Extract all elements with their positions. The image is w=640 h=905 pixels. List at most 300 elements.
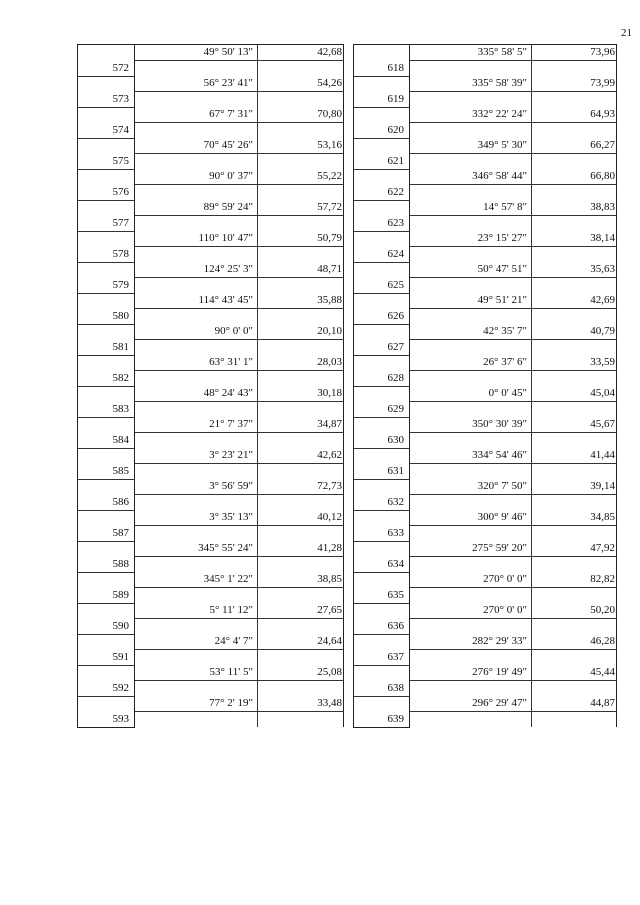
angle-cell: 350° 30' 39" bbox=[410, 417, 532, 433]
angle-cell bbox=[135, 619, 258, 635]
segment-row bbox=[354, 45, 617, 61]
point-number-cell bbox=[354, 262, 410, 278]
distance-cell bbox=[258, 154, 344, 170]
distance-cell: 53,16 bbox=[258, 138, 344, 154]
angle-cell: 21° 7' 37" bbox=[135, 417, 258, 433]
distance-cell bbox=[258, 371, 344, 387]
angle-cell: 124° 25' 3" bbox=[135, 262, 258, 278]
angle-cell bbox=[135, 185, 258, 201]
point-row bbox=[78, 712, 344, 728]
segment-row bbox=[78, 572, 344, 588]
point-number-cell bbox=[354, 45, 410, 61]
distance-cell bbox=[532, 340, 617, 356]
distance-cell bbox=[532, 433, 617, 449]
segment-row bbox=[78, 293, 344, 309]
segment-row bbox=[354, 262, 617, 278]
distance-cell bbox=[258, 123, 344, 139]
segment-row bbox=[78, 417, 344, 433]
angle-cell: 53° 11' 5" bbox=[135, 665, 258, 681]
angle-cell: 56° 23' 41" bbox=[135, 76, 258, 92]
point-row bbox=[78, 464, 344, 480]
angle-cell bbox=[135, 371, 258, 387]
angle-cell: 77° 2' 19" bbox=[135, 696, 258, 712]
point-row bbox=[78, 371, 344, 387]
distance-cell bbox=[258, 433, 344, 449]
point-number-cell: 578 bbox=[78, 247, 135, 263]
angle-cell: 276° 19' 49" bbox=[410, 665, 532, 681]
point-number-cell: 629 bbox=[354, 402, 410, 418]
distance-cell: 73,99 bbox=[532, 76, 617, 92]
point-number-cell: 579 bbox=[78, 278, 135, 294]
segment-row bbox=[354, 76, 617, 92]
point-number-cell bbox=[78, 386, 135, 402]
point-number-cell: 581 bbox=[78, 340, 135, 356]
angle-cell bbox=[410, 278, 532, 294]
distance-cell: 35,88 bbox=[258, 293, 344, 309]
segment-row bbox=[78, 541, 344, 557]
angle-cell bbox=[410, 154, 532, 170]
distance-cell bbox=[258, 402, 344, 418]
point-number-cell: 591 bbox=[78, 650, 135, 666]
point-number-cell bbox=[354, 324, 410, 340]
angle-cell bbox=[410, 464, 532, 480]
angle-cell: 335° 58' 39" bbox=[410, 76, 532, 92]
distance-cell: 28,03 bbox=[258, 355, 344, 371]
distance-cell: 41,28 bbox=[258, 541, 344, 557]
distance-cell: 39,14 bbox=[532, 479, 617, 495]
angle-cell bbox=[410, 712, 532, 728]
angle-cell bbox=[135, 123, 258, 139]
segment-row bbox=[78, 200, 344, 216]
angle-cell: 90° 0' 37" bbox=[135, 169, 258, 185]
point-number-cell bbox=[78, 324, 135, 340]
point-row bbox=[78, 557, 344, 573]
point-number-cell bbox=[78, 603, 135, 619]
distance-cell: 41,44 bbox=[532, 448, 617, 464]
angle-cell bbox=[135, 340, 258, 356]
distance-cell bbox=[532, 371, 617, 387]
segment-row bbox=[354, 448, 617, 464]
angle-cell bbox=[135, 247, 258, 263]
point-number-cell bbox=[354, 107, 410, 123]
segment-row bbox=[354, 603, 617, 619]
angle-cell bbox=[135, 495, 258, 511]
distance-cell bbox=[258, 216, 344, 232]
angle-cell bbox=[410, 92, 532, 108]
angle-cell: 110° 10' 47" bbox=[135, 231, 258, 247]
distance-cell bbox=[532, 650, 617, 666]
point-number-cell bbox=[354, 200, 410, 216]
angle-cell: 3° 23' 21" bbox=[135, 448, 258, 464]
point-number-cell bbox=[78, 665, 135, 681]
distance-cell bbox=[258, 464, 344, 480]
point-row bbox=[354, 92, 617, 108]
angle-cell: 42° 35' 7" bbox=[410, 324, 532, 340]
point-number-cell bbox=[78, 138, 135, 154]
point-row bbox=[78, 619, 344, 635]
point-number-cell bbox=[78, 572, 135, 588]
point-row bbox=[354, 526, 617, 542]
point-number-cell: 574 bbox=[78, 123, 135, 139]
point-row bbox=[78, 402, 344, 418]
point-number-cell: 633 bbox=[354, 526, 410, 542]
point-number-cell: 625 bbox=[354, 278, 410, 294]
point-number-cell: 624 bbox=[354, 247, 410, 263]
distance-cell bbox=[532, 278, 617, 294]
angle-cell bbox=[410, 402, 532, 418]
distance-cell bbox=[532, 619, 617, 635]
angle-cell: 270° 0' 0" bbox=[410, 603, 532, 619]
angle-cell: 270° 0' 0" bbox=[410, 572, 532, 588]
point-row bbox=[78, 61, 344, 77]
distance-cell: 73,96 bbox=[532, 45, 617, 61]
angle-cell bbox=[410, 309, 532, 325]
point-row bbox=[354, 247, 617, 263]
distance-cell bbox=[532, 123, 617, 139]
point-row bbox=[354, 619, 617, 635]
segment-row bbox=[354, 417, 617, 433]
distance-cell: 25,08 bbox=[258, 665, 344, 681]
angle-cell bbox=[135, 278, 258, 294]
point-row bbox=[354, 340, 617, 356]
segment-row bbox=[354, 169, 617, 185]
point-row bbox=[354, 557, 617, 573]
distance-cell bbox=[258, 681, 344, 697]
point-row bbox=[354, 278, 617, 294]
segment-row bbox=[78, 665, 344, 681]
point-number-cell: 589 bbox=[78, 588, 135, 604]
distance-cell: 27,65 bbox=[258, 603, 344, 619]
angle-cell bbox=[410, 123, 532, 139]
point-number-cell: 621 bbox=[354, 154, 410, 170]
distance-cell: 40,79 bbox=[532, 324, 617, 340]
distance-cell: 35,63 bbox=[532, 262, 617, 278]
angle-cell bbox=[410, 650, 532, 666]
point-number-cell bbox=[78, 355, 135, 371]
point-row bbox=[78, 92, 344, 108]
distance-cell bbox=[532, 61, 617, 77]
distance-cell bbox=[532, 557, 617, 573]
distance-cell bbox=[532, 464, 617, 480]
point-number-cell bbox=[78, 541, 135, 557]
point-row bbox=[354, 402, 617, 418]
point-row bbox=[78, 588, 344, 604]
distance-cell bbox=[532, 681, 617, 697]
point-row bbox=[78, 526, 344, 542]
distance-cell: 44,87 bbox=[532, 696, 617, 712]
angle-cell bbox=[410, 526, 532, 542]
point-number-cell: 590 bbox=[78, 619, 135, 635]
point-number-cell: 588 bbox=[78, 557, 135, 573]
angle-cell: 67° 7' 31" bbox=[135, 107, 258, 123]
point-number-cell: 637 bbox=[354, 650, 410, 666]
distance-cell bbox=[532, 588, 617, 604]
angle-cell: 49° 51' 21" bbox=[410, 293, 532, 309]
distance-cell: 33,59 bbox=[532, 355, 617, 371]
point-number-cell bbox=[354, 293, 410, 309]
point-number-cell bbox=[354, 572, 410, 588]
point-row bbox=[78, 185, 344, 201]
point-row bbox=[78, 433, 344, 449]
angle-cell: 332° 22' 24" bbox=[410, 107, 532, 123]
point-number-cell bbox=[78, 107, 135, 123]
angle-cell bbox=[135, 402, 258, 418]
angle-cell bbox=[135, 712, 258, 728]
point-row bbox=[78, 278, 344, 294]
angle-cell bbox=[410, 681, 532, 697]
angle-cell: 48° 24' 43" bbox=[135, 386, 258, 402]
segment-row bbox=[354, 138, 617, 154]
point-row bbox=[354, 464, 617, 480]
distance-cell: 72,73 bbox=[258, 479, 344, 495]
point-number-cell: 626 bbox=[354, 309, 410, 325]
point-number-cell: 586 bbox=[78, 495, 135, 511]
angle-cell: 90° 0' 0" bbox=[135, 324, 258, 340]
point-number-cell: 619 bbox=[354, 92, 410, 108]
angle-cell: 24° 4' 7" bbox=[135, 634, 258, 650]
distance-cell bbox=[258, 712, 344, 728]
point-number-cell: 577 bbox=[78, 216, 135, 232]
point-number-cell bbox=[354, 665, 410, 681]
angle-cell: 114° 43' 45" bbox=[135, 293, 258, 309]
point-number-cell: 572 bbox=[78, 61, 135, 77]
angle-cell bbox=[410, 61, 532, 77]
angle-cell bbox=[410, 557, 532, 573]
distance-cell: 24,64 bbox=[258, 634, 344, 650]
distance-cell: 50,79 bbox=[258, 231, 344, 247]
point-row bbox=[78, 247, 344, 263]
angle-cell bbox=[410, 433, 532, 449]
angle-cell: 89° 59' 24" bbox=[135, 200, 258, 216]
angle-cell: 349° 5' 30" bbox=[410, 138, 532, 154]
point-number-cell: 584 bbox=[78, 433, 135, 449]
distance-cell: 55,22 bbox=[258, 169, 344, 185]
angle-cell bbox=[410, 495, 532, 511]
angle-cell: 3° 35' 13" bbox=[135, 510, 258, 526]
angle-cell bbox=[135, 681, 258, 697]
distance-cell: 64,93 bbox=[532, 107, 617, 123]
point-row bbox=[78, 340, 344, 356]
angle-cell: 3° 56' 59" bbox=[135, 479, 258, 495]
point-row bbox=[354, 371, 617, 387]
distance-cell: 46,28 bbox=[532, 634, 617, 650]
point-number-cell bbox=[354, 138, 410, 154]
point-number-cell bbox=[354, 231, 410, 247]
point-row bbox=[354, 588, 617, 604]
point-number-cell: 582 bbox=[78, 371, 135, 387]
point-number-cell: 618 bbox=[354, 61, 410, 77]
angle-cell bbox=[135, 650, 258, 666]
distance-cell: 70,80 bbox=[258, 107, 344, 123]
angle-cell: 334° 54' 46" bbox=[410, 448, 532, 464]
angle-cell: 49° 50' 13" bbox=[135, 45, 258, 61]
angle-cell bbox=[135, 154, 258, 170]
distance-cell bbox=[258, 185, 344, 201]
point-number-cell bbox=[78, 293, 135, 309]
angle-cell bbox=[135, 433, 258, 449]
distance-cell: 38,14 bbox=[532, 231, 617, 247]
distance-cell bbox=[258, 92, 344, 108]
angle-cell: 345° 1' 22" bbox=[135, 572, 258, 588]
point-number-cell bbox=[354, 169, 410, 185]
segment-row bbox=[354, 386, 617, 402]
distance-cell bbox=[532, 526, 617, 542]
point-number-cell bbox=[78, 634, 135, 650]
point-number-cell bbox=[78, 696, 135, 712]
point-number-cell: 573 bbox=[78, 92, 135, 108]
point-row bbox=[354, 61, 617, 77]
point-number-cell: 639 bbox=[354, 712, 410, 728]
segment-row bbox=[78, 603, 344, 619]
angle-cell bbox=[135, 588, 258, 604]
point-number-cell bbox=[78, 448, 135, 464]
point-row bbox=[354, 216, 617, 232]
point-row bbox=[354, 123, 617, 139]
point-number-cell bbox=[354, 603, 410, 619]
angle-cell bbox=[135, 216, 258, 232]
segment-row bbox=[354, 107, 617, 123]
angle-cell bbox=[135, 526, 258, 542]
point-number-cell bbox=[78, 417, 135, 433]
distance-cell bbox=[532, 402, 617, 418]
angle-cell: 23° 15' 27" bbox=[410, 231, 532, 247]
point-number-cell bbox=[354, 541, 410, 557]
segment-row bbox=[78, 45, 344, 61]
survey-table-right bbox=[353, 44, 617, 728]
segment-row bbox=[78, 510, 344, 526]
distance-cell bbox=[532, 247, 617, 263]
point-row bbox=[354, 154, 617, 170]
segment-row bbox=[354, 510, 617, 526]
angle-cell: 320° 7' 50" bbox=[410, 479, 532, 495]
point-number-cell bbox=[78, 479, 135, 495]
angle-cell bbox=[410, 619, 532, 635]
point-number-cell: 630 bbox=[354, 433, 410, 449]
point-number-cell bbox=[78, 76, 135, 92]
distance-cell: 82,82 bbox=[532, 572, 617, 588]
point-number-cell: 627 bbox=[354, 340, 410, 356]
point-number-cell bbox=[354, 479, 410, 495]
point-number-cell: 623 bbox=[354, 216, 410, 232]
distance-cell: 50,20 bbox=[532, 603, 617, 619]
angle-cell bbox=[410, 588, 532, 604]
point-number-cell bbox=[78, 231, 135, 247]
distance-cell bbox=[258, 619, 344, 635]
angle-cell bbox=[135, 309, 258, 325]
survey-table-body bbox=[78, 45, 344, 728]
angle-cell bbox=[410, 185, 532, 201]
distance-cell bbox=[532, 185, 617, 201]
distance-cell: 48,71 bbox=[258, 262, 344, 278]
point-number-cell: 636 bbox=[354, 619, 410, 635]
segment-row bbox=[78, 169, 344, 185]
segment-row bbox=[354, 634, 617, 650]
angle-cell: 275° 59' 20" bbox=[410, 541, 532, 557]
distance-cell bbox=[258, 557, 344, 573]
distance-cell bbox=[258, 247, 344, 263]
segment-row bbox=[78, 231, 344, 247]
segment-row bbox=[354, 572, 617, 588]
angle-cell bbox=[410, 247, 532, 263]
segment-row bbox=[78, 138, 344, 154]
distance-cell: 30,18 bbox=[258, 386, 344, 402]
distance-cell bbox=[532, 92, 617, 108]
point-number-cell bbox=[354, 696, 410, 712]
segment-row bbox=[78, 479, 344, 495]
point-row bbox=[78, 154, 344, 170]
segment-row bbox=[78, 355, 344, 371]
point-number-cell: 622 bbox=[354, 185, 410, 201]
point-row bbox=[78, 216, 344, 232]
angle-cell bbox=[410, 216, 532, 232]
page-number: 21 bbox=[621, 27, 632, 39]
distance-cell bbox=[532, 216, 617, 232]
distance-cell bbox=[532, 309, 617, 325]
point-row bbox=[354, 650, 617, 666]
point-number-cell: 583 bbox=[78, 402, 135, 418]
point-number-cell bbox=[354, 386, 410, 402]
point-row bbox=[354, 712, 617, 728]
distance-cell: 42,69 bbox=[532, 293, 617, 309]
distance-cell: 20,10 bbox=[258, 324, 344, 340]
distance-cell bbox=[258, 309, 344, 325]
distance-cell bbox=[258, 526, 344, 542]
angle-cell bbox=[135, 464, 258, 480]
segment-row bbox=[354, 479, 617, 495]
angle-cell bbox=[135, 61, 258, 77]
angle-cell: 346° 58' 44" bbox=[410, 169, 532, 185]
segment-row bbox=[78, 262, 344, 278]
survey-table-body bbox=[354, 45, 617, 728]
point-number-cell bbox=[78, 45, 135, 61]
segment-row bbox=[354, 293, 617, 309]
point-row bbox=[78, 495, 344, 511]
angle-cell bbox=[135, 557, 258, 573]
segment-row bbox=[354, 200, 617, 216]
point-number-cell bbox=[354, 76, 410, 92]
point-number-cell: 634 bbox=[354, 557, 410, 573]
angle-cell: 282° 29' 33" bbox=[410, 634, 532, 650]
angle-cell: 26° 37' 6" bbox=[410, 355, 532, 371]
point-row bbox=[354, 309, 617, 325]
angle-cell: 5° 11' 12" bbox=[135, 603, 258, 619]
segment-row bbox=[354, 541, 617, 557]
distance-cell bbox=[258, 340, 344, 356]
distance-cell: 33,48 bbox=[258, 696, 344, 712]
angle-cell bbox=[135, 92, 258, 108]
point-number-cell bbox=[354, 355, 410, 371]
angle-cell bbox=[410, 371, 532, 387]
point-number-cell bbox=[78, 510, 135, 526]
point-row bbox=[354, 681, 617, 697]
angle-cell: 300° 9' 46" bbox=[410, 510, 532, 526]
segment-row bbox=[354, 231, 617, 247]
point-row bbox=[354, 495, 617, 511]
segment-row bbox=[78, 76, 344, 92]
distance-cell: 45,67 bbox=[532, 417, 617, 433]
angle-cell: 63° 31' 1" bbox=[135, 355, 258, 371]
angle-cell: 345° 55' 24" bbox=[135, 541, 258, 557]
point-number-cell bbox=[354, 448, 410, 464]
point-number-cell bbox=[354, 417, 410, 433]
distance-cell: 40,12 bbox=[258, 510, 344, 526]
distance-cell bbox=[258, 588, 344, 604]
segment-row bbox=[78, 696, 344, 712]
angle-cell: 14° 57' 8" bbox=[410, 200, 532, 216]
distance-cell: 42,68 bbox=[258, 45, 344, 61]
point-number-cell: 580 bbox=[78, 309, 135, 325]
point-row bbox=[78, 309, 344, 325]
